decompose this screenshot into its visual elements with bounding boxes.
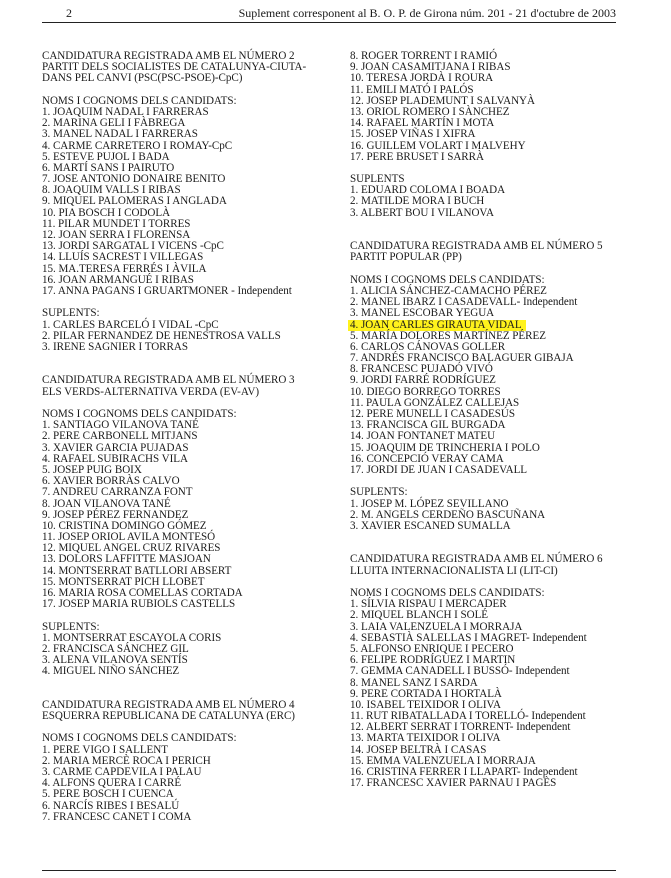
line-text: 3. XAVIER GARCIA PUJADAS [42, 441, 189, 454]
line-text: 6. CARLOS CÁNOVAS GOLLER [350, 340, 506, 353]
line-text: 11. RUT RIBATALLADA I TORELLÓ- Independent [350, 710, 586, 723]
line-text: CANDIDATURA REGISTRADA AMB EL NÚMERO 4 [42, 698, 295, 711]
line-text: 1. PERE VIGO I SALLENT [42, 743, 168, 756]
line-text: SUPLENTS: [42, 307, 100, 320]
line-text: 14. RAFAEL MARTÍN I MOTA [350, 117, 495, 130]
highlighted-candidate: 4. JOAN CARLES GIRAUTA VIDAL [348, 320, 526, 331]
blank-line [42, 678, 332, 689]
line-text: 4. ALFONS QUERA I CARRÉ [42, 777, 182, 790]
text-line [42, 73, 332, 84]
right-column [350, 51, 640, 789]
line-text: NOMS I COGNOMS DELS CANDIDATS: [42, 732, 237, 745]
line-text: 1. CARLES BARCELÓ I VIDAL -CpC [42, 318, 219, 331]
line-text: 6. MARTÍ SANS I PAIRUTO [42, 161, 175, 174]
line-text: 3. ALBERT BOU I VILANOVA [350, 206, 494, 219]
line-text: 1. JOSEP M. LÓPEZ SEVILLANO [350, 497, 509, 510]
line-text: 2. MATILDE MORA I BUCH [350, 195, 485, 208]
line-text: 14. JOSEP BELTRÀ I CASAS [350, 743, 487, 756]
line-text: 2. MARINA GELI I FÀBREGA [42, 117, 186, 130]
line-text: 16. MARIA ROSA COMELLAS CORTADA [42, 587, 243, 599]
line-text: 14. LLUÍS SACREST I VILLEGAS [42, 251, 204, 264]
line-text: 3. MANEL ESCOBAR YEGUA [350, 307, 495, 320]
line-text: 8. JOAN VILANOVA TANÉ [42, 497, 171, 510]
line-text: 12. JOAN SERRA I FLORENSA [42, 229, 191, 241]
line-text: 4. CARME CARRETERO I ROMAY-CpC [42, 139, 233, 152]
line-text: 3. MANEL NADAL I FARRERAS [42, 128, 198, 141]
line-text: 2. M. ANGELS CERDEÑO BASCUÑANA [350, 508, 546, 521]
line-text: 7. ANDRÉS FRANCISCO BALAGUER GIBAJA [350, 352, 574, 365]
line-text: 16. CONCEPCIÓ VERAY CAMA [350, 452, 504, 465]
line-text: 1. MONTSERRAT ESCAYOLA CORIS [42, 631, 222, 644]
line-text: 12. PERE MUNELL I CASADESÚS [350, 408, 515, 420]
line-text: 4. SEBASTIÀ SALELLAS I MAGRET- Independent [350, 631, 587, 644]
line-text: 2. MIQUEL BLANCH I SOLÉ [350, 609, 489, 622]
line-text: 9. PERE CORTADA I HORTALÀ [350, 687, 502, 700]
text-line [350, 308, 640, 319]
running-title: Suplement corresponent al B. O. P. de Girona núm. 201 - 21 d'octubre de 2003 [238, 6, 616, 20]
text-line [350, 566, 640, 577]
line-text: 9. JORDI FARRÉ RODRÍGUEZ [350, 374, 496, 387]
line-text: 8. FRANCESC PUJADÓ VIVÓ [350, 363, 493, 376]
line-text: 10. TERESA JORDÀ I ROURA [350, 72, 494, 85]
line-text: 16. GUILLEM VOLART I MALVEHY [350, 139, 526, 152]
line-text: 17. ANNA PAGANS I GRUARTMONER - Independent [42, 284, 292, 297]
line-text: 15. JOAQUIM DE TRINCHERIA I POLO [350, 441, 540, 454]
left-column [42, 51, 332, 823]
line-text: CANDIDATURA REGISTRADA AMB EL NÚMERO 3 [42, 374, 295, 387]
blank-line [350, 219, 640, 230]
text-line [42, 812, 332, 823]
text-line [350, 152, 640, 163]
line-text: 1. SÍLVIA RISPAU I MERCADER [350, 598, 507, 611]
line-text: 1. ALICIA SÁNCHEZ-CAMACHO PÉREZ [350, 284, 547, 297]
line-text: 16. JOAN ARMANGUÉ I RIBAS [42, 273, 194, 286]
line-text: 2. PERE CARBONELL MITJANS [42, 430, 198, 443]
line-text: 9. JOAN CASAMITJANA I RIBAS [350, 61, 511, 74]
line-text: 17. FRANCESC XAVIER PARNAU I PAGÈS [350, 777, 557, 790]
line-text: 4. MIGUEL NIÑO SÁNCHEZ [42, 665, 180, 678]
line-text: CANDIDATURA REGISTRADA AMB EL NÚMERO 2 [42, 50, 295, 62]
line-text: 4. RAFAEL SUBIRACHS VILA [42, 452, 188, 465]
text-line [42, 342, 332, 353]
line-text: 17. JOSEP MARIA RUBIOLS CASTELLS [42, 598, 236, 611]
line-text: 6. FELIPE RODRÍGUEZ I MARTIN [350, 654, 516, 667]
line-text: 16. CRISTINA FERRER I LLAPART- Independent [350, 766, 578, 778]
line-text: 7. JOSE ANTONIO DONAIRE BENITO [42, 173, 226, 186]
line-text: 9. JOSEP PÉREZ FERNANDEZ [42, 508, 189, 521]
line-text: 2. MARIA MERCÈ ROCA I PERICH [42, 754, 211, 767]
line-text: 5. ESTEVE PUJOL I BADA [42, 150, 170, 163]
line-text: NOMS I COGNOMS DELS CANDIDATS: [350, 587, 545, 599]
line-text: 6. XAVIER BORRÀS CALVO [42, 475, 180, 488]
line-text: 14. JOAN FONTANET MATEU [350, 430, 496, 443]
line-text: 8. ROGER TORRENT I RAMIÓ [350, 50, 498, 62]
line-text: 15. MA.TERESA FERRÉS I ÀVILA [42, 262, 207, 275]
line-text: 1. EDUARD COLOMA I BOADA [350, 184, 506, 197]
line-text: 15. EMMA VALENZUELA I MORRAJA [350, 754, 536, 767]
line-text: 10. CRISTINA DOMINGO GÓMEZ [42, 519, 207, 532]
page-number: 2 [66, 6, 72, 20]
line-text: 15. MONTSERRAT PICH LLOBET [42, 575, 205, 588]
line-text: 3. IRENE SAGNIER I TORRAS [42, 340, 188, 353]
line-text: 10. DIEGO BORREGO TORRES [350, 385, 501, 398]
blank-line [350, 532, 640, 543]
line-text: LLUITA INTERNACIONALISTA LI (LIT-CI) [350, 564, 558, 577]
line-text: 11. JOSEP ORIOL AVILA MONTESÓ [42, 531, 216, 544]
line-text: 13. DOLORS LAFFITTE MASJOAN [42, 553, 211, 566]
line-text: PARTIT DELS SOCIALISTES DE CATALUNYA-CIUTA- [42, 61, 307, 74]
line-text: 7. ANDREU CARRANZA FONT [42, 486, 193, 499]
text-line [350, 208, 640, 219]
line-text: 17. PERE BRUSET I SARRÀ [350, 150, 484, 163]
line-text: 12. MIQUEL ANGEL CRUZ RIVARES [42, 542, 221, 555]
line-text: CANDIDATURA REGISTRADA AMB EL NÚMERO 5 [350, 240, 603, 253]
line-text: 5. JOSEP PUIG BOIX [42, 463, 142, 476]
line-text: 11. PAULA GONZÁLEZ CALLEJAS [350, 396, 520, 409]
line-text: 3. XAVIER ESCANED SUMALLA [350, 519, 511, 532]
line-text: 1. SANTIAGO VILANOVA TANÉ [42, 419, 199, 432]
line-text: 11. EMILI MATÓ I PALÓS [350, 83, 474, 96]
line-text: 14. MONTSERRAT BATLLORI ABSERT [42, 564, 232, 577]
footer-rule [42, 870, 616, 871]
line-text: SUPLENTS: [42, 620, 100, 633]
line-text: 13. JORDI SARGATAL I VICENS -CpC [42, 240, 224, 253]
text-line [42, 599, 332, 610]
line-text: 1. JOAQUIM NADAL I FARRERAS [42, 105, 209, 118]
line-text: 2. FRANCISCA SÁNCHEZ GIL [42, 642, 189, 655]
line-text: NOMS I COGNOMS DELS CANDIDATS: [42, 94, 237, 107]
line-text: 10. ISABEL TEIXIDOR I OLIVA [350, 698, 501, 711]
line-text: 12. JOSEP PLADEMUNT I SALVANYÀ [350, 94, 535, 107]
line-text: 17. JORDI DE JUAN I CASADEVALL [350, 463, 528, 476]
text-line [350, 521, 640, 532]
line-text: 3. CARME CAPDEVILA I PALAU [42, 766, 202, 778]
line-text: 13. MARTA TEIXIDOR I OLIVA [350, 732, 501, 745]
line-text: DANS PEL CANVI (PSC(PSC-PSOE)-CpC) [42, 72, 243, 85]
line-text: ELS VERDS-ALTERNATIVA VERDA (EV-AV) [42, 385, 259, 398]
line-text: 15. JOSEP VIÑAS I XIFRA [350, 128, 476, 141]
line-text: 2. MANEL IBARZ I CASADEVALL- Independent [350, 296, 578, 309]
line-text: 8. JOAQUIM VALLS I RIBAS [42, 184, 181, 197]
line-text: CANDIDATURA REGISTRADA AMB EL NÚMERO 6 [350, 553, 603, 566]
line-text: 7. FRANCESC CANET I COMA [42, 810, 192, 823]
text-line [42, 666, 332, 677]
line-text: 5. ALFONSO ENRIQUE I PECERO [350, 642, 514, 655]
line-text: NOMS I COGNOMS DELS CANDIDATS: [42, 408, 237, 420]
line-text: 5. PERE BOSCH I CUENCA [42, 788, 174, 801]
line-text: 10. PIA BOSCH I CODOLÀ [42, 206, 171, 219]
line-text: SUPLENTS: [350, 486, 408, 499]
line-text: 6. NARCÍS RIBES I BESALÚ [42, 799, 180, 812]
text-line [42, 286, 332, 297]
text-line [42, 387, 332, 398]
text-line [350, 465, 640, 476]
line-text: 3. ALENA VILANOVA SENTÍS [42, 654, 188, 667]
line-text: 8. MANEL SANZ I SARDA [350, 676, 478, 689]
line-text: 9. MIQUEL PALOMERAS I ANGLADA [42, 195, 227, 208]
text-line [350, 778, 640, 789]
page-header [42, 4, 616, 23]
text-line [350, 252, 640, 263]
line-text: 13. FRANCISCA GIL BURGADA [350, 419, 506, 432]
blank-line [42, 353, 332, 364]
line-text: 11. PILAR MUNDET I TORRES [42, 217, 191, 230]
line-text: ESQUERRA REPUBLICANA DE CATALUNYA (ERC) [42, 710, 295, 723]
line-text: 2. PILAR FERNANDEZ DE HENESTROSA VALLS [42, 329, 281, 342]
line-text: 12. ALBERT SERRAT I TORRENT- Independent [350, 721, 571, 734]
text-line [42, 711, 332, 722]
line-text: 3. LAIA VALENZUELA I MORRAJA [350, 620, 523, 633]
line-text: PARTIT POPULAR (PP) [350, 251, 462, 264]
line-text: NOMS I COGNOMS DELS CANDIDATS: [350, 273, 545, 286]
line-text: 7. GEMMA CANADELL I BUSSÓ- Independent [350, 665, 570, 678]
line-text: 13. ORIOL ROMERO I SÀNCHEZ [350, 105, 510, 118]
line-text: SUPLENTS [350, 173, 405, 186]
line-text: 5. MARÍA DOLORES MARTÍNEZ PÉREZ [350, 329, 546, 342]
